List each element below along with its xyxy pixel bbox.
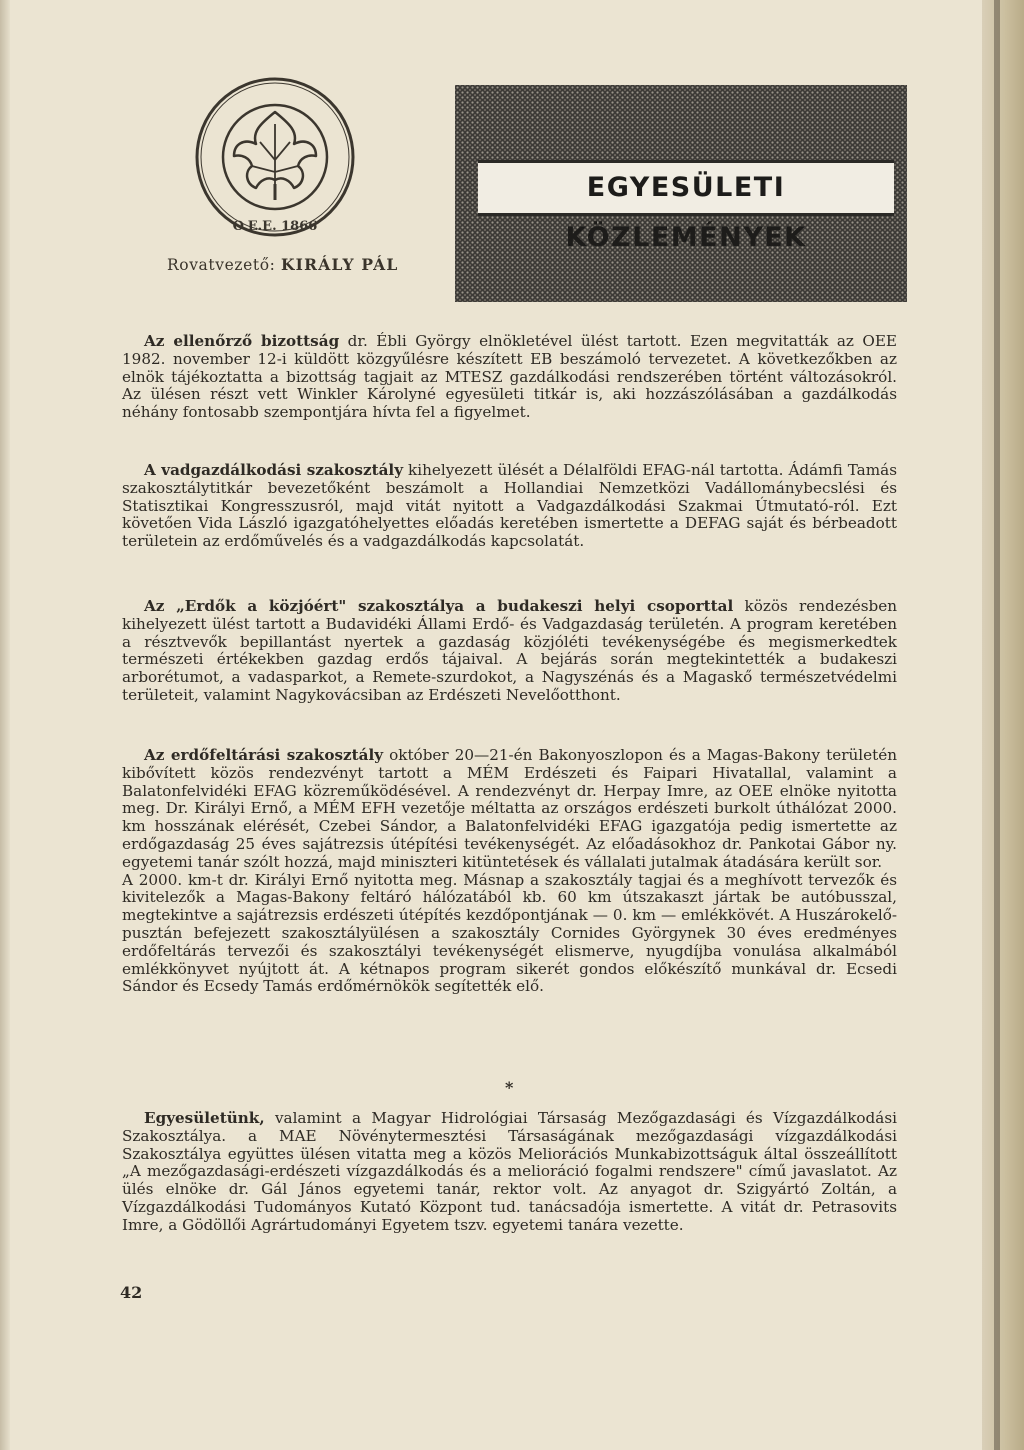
society-seal-logo: [190, 72, 360, 242]
article-audit-committee: [122, 333, 897, 422]
page-edge: [982, 0, 1024, 1450]
page-spine-shadow: [0, 0, 10, 1450]
paragraph-text: dr. Ébli György elnökletével ülést tartott. Ezen megvitatták az OEE 1982. november 12-i küldött közgyűlésre készített EB beszámoló tervezetet. A következőkben az elnök tájékoztatta a bizottság tagjait az MTESZ gazdálkodási rendszerében történt változásokról. Az ülésen részt vett Winkler Károlyné egyesületi titkár is, aki hozzászólásában a gazdálkodás néhány fontosabb szempontjára hívta fel a figyelmet.: [122, 332, 897, 422]
binding-line: [994, 0, 1000, 1450]
paragraph-lead: Az ellenőrző bizottság: [144, 332, 340, 350]
paragraph-lead: A vadgazdálkodási szakosztály: [144, 461, 404, 479]
article-water-management: [122, 1110, 897, 1235]
paragraph-lead: Az „Erdők a közjóért" szakosztálya a budakeszi helyi csoporttal: [144, 597, 734, 615]
leaf-seal-icon: [190, 72, 360, 242]
paragraph-lead: Egyesületünk,: [144, 1109, 265, 1127]
paragraph-text: közös rendezésben kihelyezett ülést tartott a Budavidéki Állami Erdő- és Vadgazdaság területén. A program keretében a résztvevők bepillantást nyertek a gazdaság közjóléti tevékenységébe és megismerkedtek természeti értékekben gazdag erdős tájaival. A bejárás során megtekintették a budakeszi arborétumot, a vadasparkot, a Remete-szurdokot, a Nagyszénás és a Magaskő természetvédelmi területeit, valamint Nagykovácsiban az Erdészeti Nevelőotthont.: [122, 597, 897, 704]
paragraph-text: október 20—21-én Bakonyoszlopon és a Magas-Bakony területén kibővített közös rendezvényt tartott a MÉM Erdészeti és Faipari Hivatallal, valamint a Balatonfelvidéki EFAG közreműködésével. A rendezvényt dr. Herpay Imre, az OEE elnöke nyitotta meg. Dr. Királyi Ernő, a MÉM EFH vezetője méltatta az országos erdészeti burkolt úthálózat 2000. km hosszának elérését, Czebei Sándor, a Balatonfelvidéki EFAG igazgatója pedig ismertette az erdőgazdaság 25 éves sajátrezsis útépítési tevékenységét. Az előadásokhoz dr. Pankotai Gábor ny. egyetemi tanár szólt hozzá, majd miniszteri kitüntetések és vállalati jutalmak átadására került sor.: [122, 746, 897, 871]
article-forest-road-section: [122, 747, 897, 996]
paragraph-text: valamint a Magyar Hidrológiai Társaság Mezőgazdasági és Vízgazdálkodási Szakosztálya. a MAE Növénytermesztési Társaságának mezőgazdasági vízgazdálkodási Szakosztálya együttes ülésen vitatta meg a közös Meliorációs Munkabizottságuk által összeállított „A mezőgazdasági-erdészeti vízgazdálkodás és a melioráció fogalmi rendszere" című javaslatot. Az ülés elnöke dr. Gál János egyetemi tanár, rektor volt. Az anyagot dr. Szigyártó Zoltán, a Vízgazdálkodási Tudományos Kutató Központ tud. tanácsadója ismertette. A vitát dr. Petrasovits Imre, a Gödöllői Agrártudományi Egyetem tszv. egyetemi tanára vezette.: [122, 1109, 897, 1234]
editor-label: Rovatvezető:: [167, 256, 276, 274]
article-game-management: [122, 462, 897, 551]
article-forests-public-good: [122, 598, 897, 705]
paragraph-lead: Az erdőfeltárási szakosztály: [144, 746, 384, 764]
paragraph-continuation: A 2000. km-t dr. Királyi Ernő nyitotta meg. Másnap a szakosztály tagjai és a meghívott tervezők és kivitelezők a Magas-Bakony feltáró hálózatából kb. 60 km útszakaszt jártak be autóbusszal, megtekintve a sajátrezsis erdészeti útépítés kezdőpontjának — 0. km — emlékkövét. A Huszárokelő-pusztán befejezett szakosztályülésen a szakosztály Cornides Györgynek 30 éves eredményes erdőfeltárás tervezői és szakosztályi tevékenységét elismerve, nyugdíjba vonulása alkalmából emlékkönyvet nyújtott át. A kétnapos program sikerét gondos előkészítő munkával dr. Ecsedi Sándor és Ecsedy Tamás erdőmérnökök segítették elő.: [122, 870, 897, 996]
editor-name: KIRÁLY PÁL: [281, 255, 399, 274]
seal-text: O.E.E. 1866: [232, 219, 318, 234]
page-number: 42: [120, 1283, 143, 1302]
section-separator: *: [505, 1078, 514, 1097]
paragraph-text: kihelyezett ülését a Délalföldi EFAG-nál tartotta. Ádámfi Tamás szakosztálytitkár bevezetőként beszámolt a Hollandiai Nemzetközi Vadállománybecslési és Statisztikai Kongresszusról, majd vitát nyitott a Vadgazdálkodási Szakmai Útmutató-ról. Ezt követően Vida László igazgatóhelyettes előadás keretében ismertette a DEFAG saját és bérbeadott területein az erdőművelés és a vadgazdálkodás kapcsolatát.: [122, 461, 897, 551]
section-title: EGYESÜLETI KÖZLEMÉNYEK: [478, 160, 894, 216]
column-editor: [167, 255, 398, 274]
